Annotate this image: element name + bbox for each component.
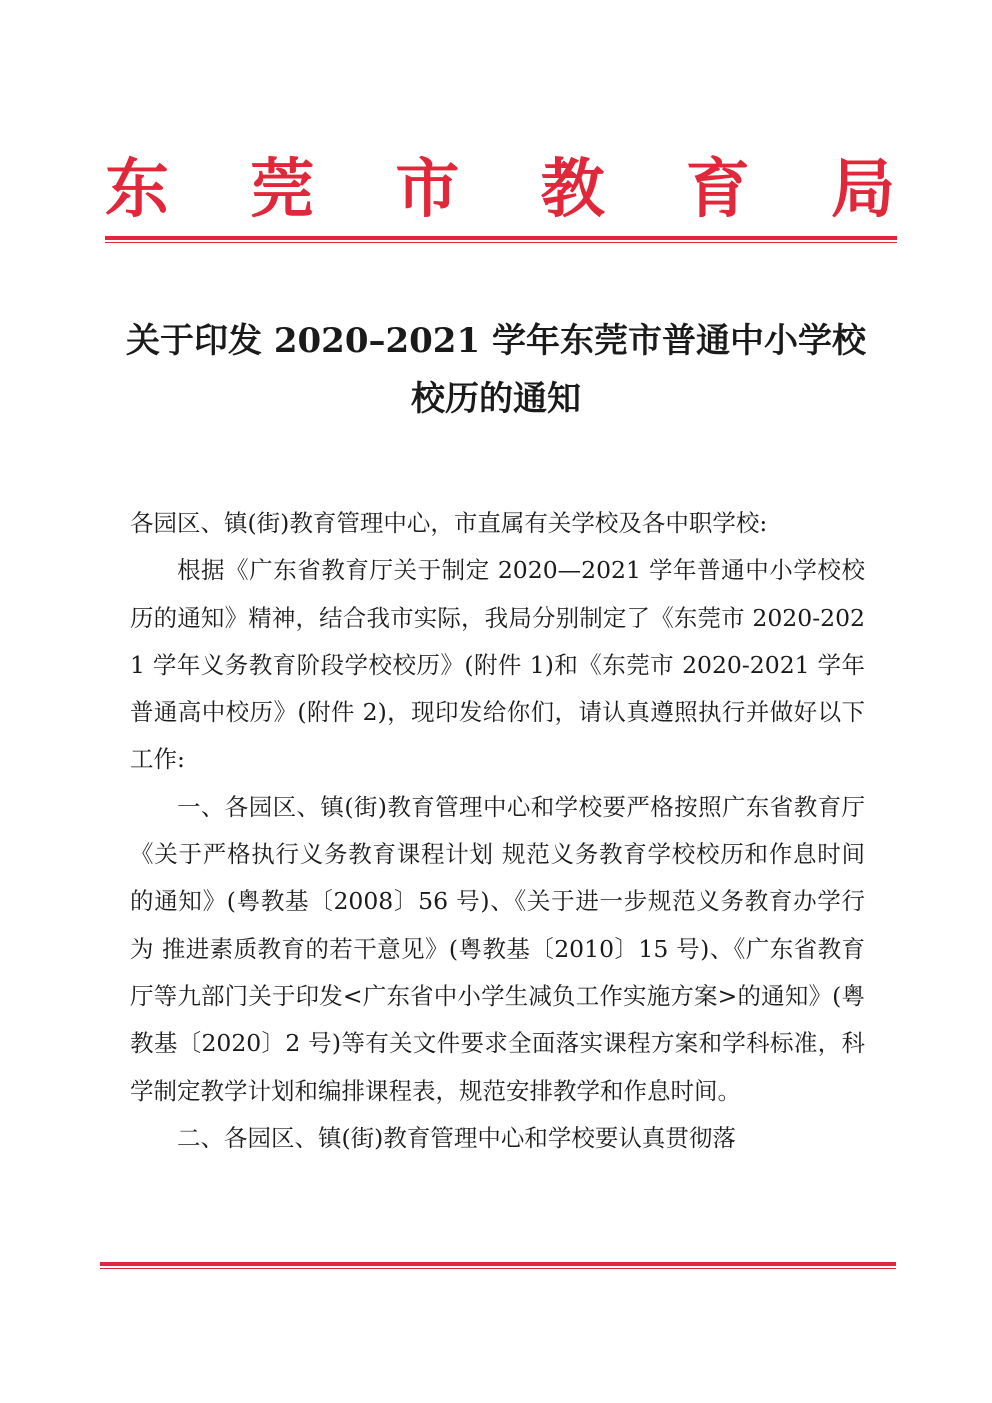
header-char-6: 局 [830, 152, 895, 227]
body-paragraph-2: 一、各园区、镇(街)教育管理中心和学校要严格按照广东省教育厅《关于严格执行义务教育课程计划 规范义务教育学校校历和作息时间的通知》(粤教基〔2008〕56 号)、《关于进一步规范义务教育办学行为 推进素质教育的若干意见》(粤教基〔2010〕15 号)、《广东省教育厅等九部门关于印发<广东省中小学生减负工作实施方案>的通知》(粤教基〔2020〕2 号)等有关文件要求全面落实课程方案和学科标准，科学制定教学计划和编排课程表，规范安排教学和作息时间。 [130, 792, 865, 1105]
document-title-line-2: 校历的通知 [411, 379, 581, 419]
header-char-5: 育 [685, 152, 750, 227]
issuing-authority-header [105, 150, 895, 230]
salutation: 各园区、镇(街)教育管理中心，市直属有关学校及各中职学校: [130, 509, 768, 537]
document-title-line-1: 关于印发 2020–2021 学年东莞市普通中小学校 [126, 321, 866, 361]
header-char-1: 东 [105, 152, 169, 227]
document-body [130, 500, 865, 1162]
footer-divider-rule [100, 1262, 896, 1269]
header-char-3: 市 [395, 152, 460, 227]
header-char-2: 莞 [250, 152, 315, 227]
header-divider-rule [105, 236, 897, 243]
body-paragraph-1: 根据《广东省教育厅关于制定 2020—2021 学年普通中小学校校历的通知》精神，结合我市实际，我局分别制定了《东莞市 2020-2021 学年义务教育阶段学校校历》(附件 1)和《东莞市 2020-2021 学年普通高中校历》(附件 2)，现印发给你们，请认真遵照执行并做好以下工作: [130, 556, 865, 774]
body-paragraph-3: 二、各园区、镇(街)教育管理中心和学校要认真贯彻落 [177, 1123, 736, 1152]
header-char-4: 教 [540, 152, 605, 227]
document-title [110, 312, 882, 428]
